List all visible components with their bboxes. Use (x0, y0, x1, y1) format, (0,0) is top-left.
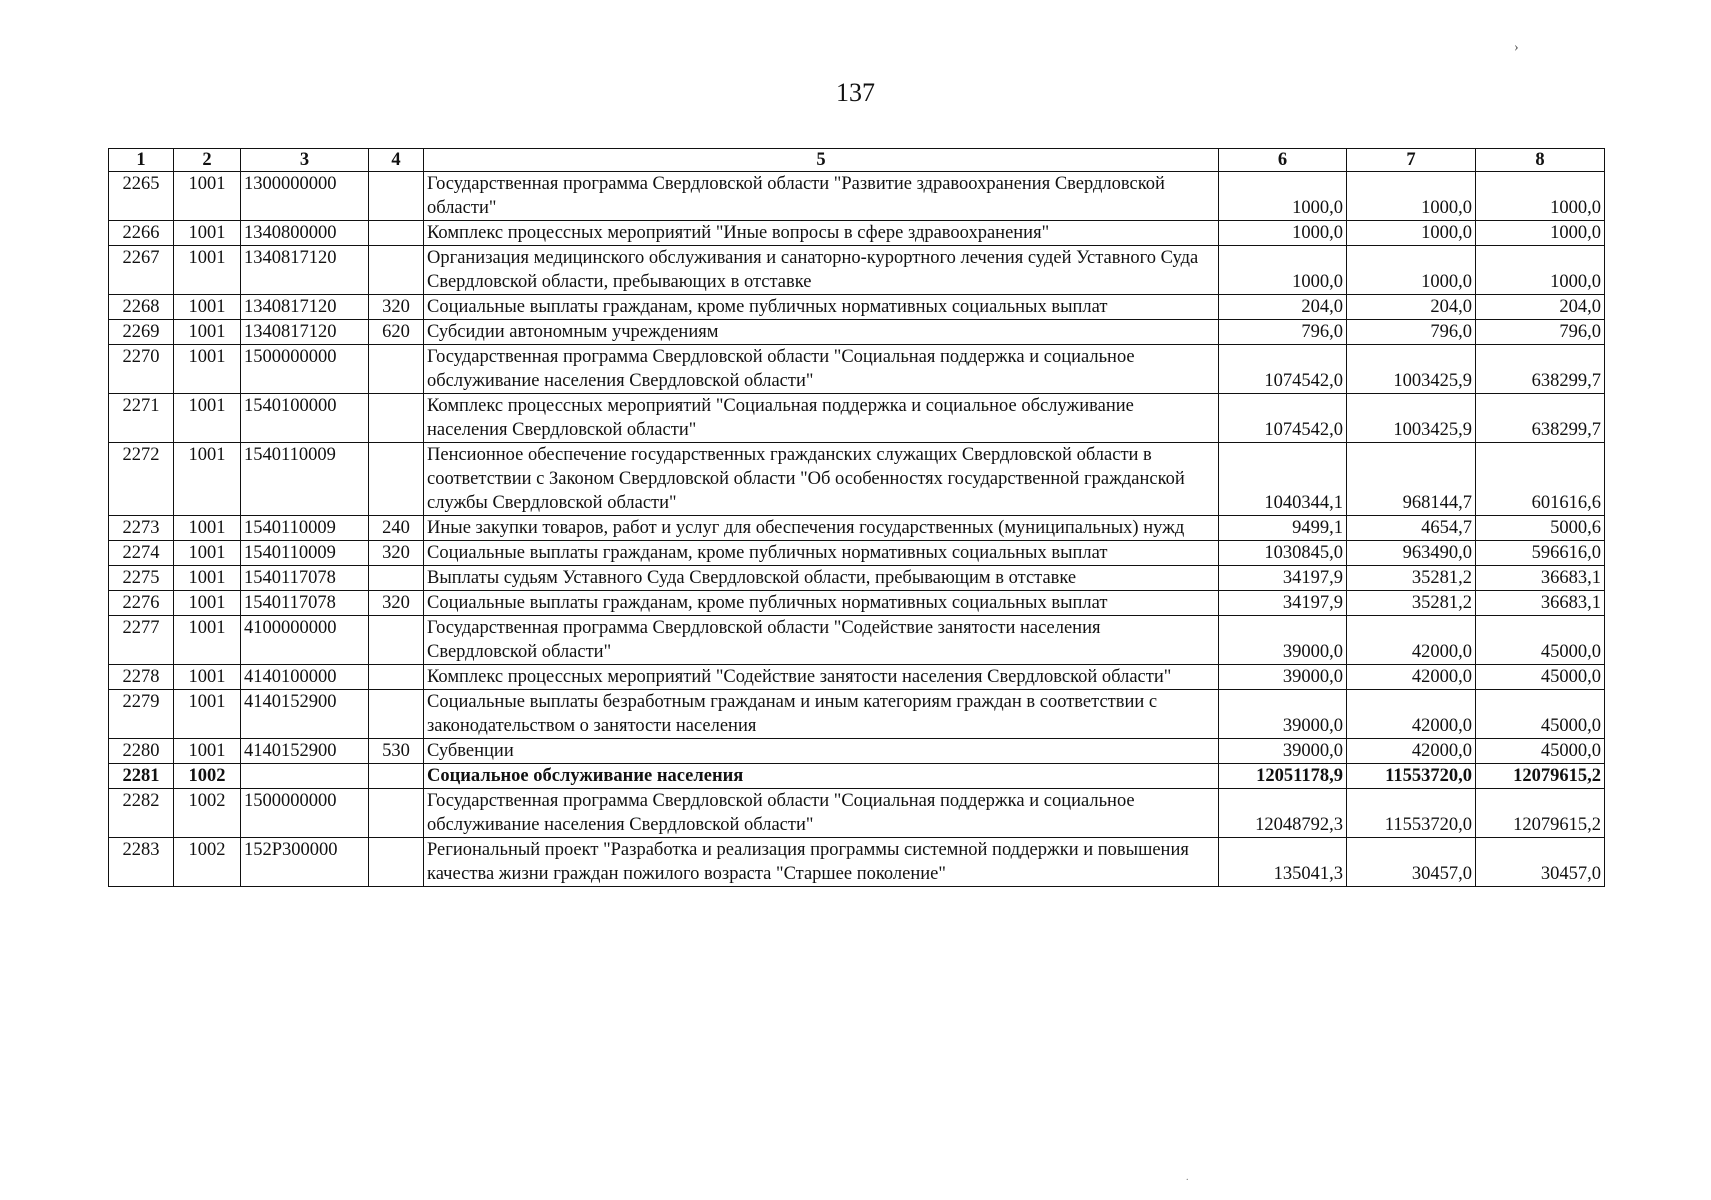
expense-type-cell (369, 566, 424, 591)
target-article-cell: 1540110009 (241, 443, 369, 516)
section-code-cell: 1001 (174, 541, 241, 566)
table-row (109, 541, 1605, 566)
amount-year-2-cell: 1000,0 (1347, 221, 1476, 246)
row-number-cell: 2282 (109, 789, 174, 838)
expense-type-cell (369, 172, 424, 221)
expense-type-cell (369, 665, 424, 690)
amount-year-3-cell: 601616,6 (1476, 443, 1605, 516)
amount-year-3-cell: 30457,0 (1476, 838, 1605, 887)
section-code-cell: 1002 (174, 789, 241, 838)
target-article-cell: 1540117078 (241, 591, 369, 616)
expense-type-cell (369, 443, 424, 516)
expense-type-cell (369, 690, 424, 739)
item-name-cell: Социальные выплаты безработным гражданам и иным категориям граждан в соответствии с законодательством о занятости населения (424, 690, 1219, 739)
expense-type-cell (369, 394, 424, 443)
table-row (109, 394, 1605, 443)
amount-year-2-cell: 11553720,0 (1347, 789, 1476, 838)
table-row (109, 739, 1605, 764)
row-number-cell: 2273 (109, 516, 174, 541)
row-number-cell: 2271 (109, 394, 174, 443)
table-row (109, 295, 1605, 320)
amount-year-1-cell: 34197,9 (1219, 591, 1347, 616)
section-code-cell: 1001 (174, 665, 241, 690)
expense-type-cell (369, 789, 424, 838)
header-col-8: 8 (1476, 149, 1605, 172)
target-article-cell: 1540100000 (241, 394, 369, 443)
table-row (109, 789, 1605, 838)
row-number-cell: 2276 (109, 591, 174, 616)
amount-year-3-cell: 45000,0 (1476, 739, 1605, 764)
amount-year-2-cell: 1003425,9 (1347, 394, 1476, 443)
amount-year-2-cell: 30457,0 (1347, 838, 1476, 887)
section-code-cell: 1001 (174, 591, 241, 616)
expense-type-cell (369, 345, 424, 394)
amount-year-3-cell: 1000,0 (1476, 172, 1605, 221)
amount-year-1-cell: 1030845,0 (1219, 541, 1347, 566)
table-row (109, 566, 1605, 591)
section-code-cell: 1001 (174, 246, 241, 295)
amount-year-1-cell: 204,0 (1219, 295, 1347, 320)
expense-type-cell: 530 (369, 739, 424, 764)
expense-type-cell (369, 221, 424, 246)
amount-year-3-cell: 1000,0 (1476, 221, 1605, 246)
amount-year-2-cell: 35281,2 (1347, 591, 1476, 616)
table-row (109, 246, 1605, 295)
amount-year-1-cell: 12051178,9 (1219, 764, 1347, 789)
amount-year-3-cell: 5000,6 (1476, 516, 1605, 541)
item-name-cell: Государственная программа Свердловской области "Развитие здравоохранения Свердловской области" (424, 172, 1219, 221)
item-name-cell: Пенсионное обеспечение государственных гражданских служащих Свердловской области в соответствии с Законом Свердловской области "Об особенностях государственной гражданской службы Свердловской области" (424, 443, 1219, 516)
amount-year-3-cell: 638299,7 (1476, 345, 1605, 394)
amount-year-2-cell: 1003425,9 (1347, 345, 1476, 394)
amount-year-1-cell: 1074542,0 (1219, 394, 1347, 443)
row-number-cell: 2267 (109, 246, 174, 295)
target-article-cell (241, 764, 369, 789)
item-name-cell: Комплекс процессных мероприятий "Социальная поддержка и социальное обслуживание населения Свердловской области" (424, 394, 1219, 443)
table-row (109, 616, 1605, 665)
amount-year-1-cell: 34197,9 (1219, 566, 1347, 591)
amount-year-2-cell: 35281,2 (1347, 566, 1476, 591)
amount-year-2-cell: 796,0 (1347, 320, 1476, 345)
amount-year-3-cell: 36683,1 (1476, 566, 1605, 591)
target-article-cell: 1500000000 (241, 345, 369, 394)
expense-type-cell (369, 764, 424, 789)
target-article-cell: 1340800000 (241, 221, 369, 246)
amount-year-2-cell: 42000,0 (1347, 616, 1476, 665)
amount-year-2-cell: 42000,0 (1347, 690, 1476, 739)
row-number-cell: 2265 (109, 172, 174, 221)
row-number-cell: 2283 (109, 838, 174, 887)
budget-table (108, 148, 1605, 887)
target-article-cell: 152P300000 (241, 838, 369, 887)
amount-year-2-cell: 11553720,0 (1347, 764, 1476, 789)
expense-type-cell: 320 (369, 541, 424, 566)
item-name-cell: Социальные выплаты гражданам, кроме публичных нормативных социальных выплат (424, 541, 1219, 566)
section-code-cell: 1001 (174, 566, 241, 591)
table-row (109, 516, 1605, 541)
amount-year-1-cell: 1000,0 (1219, 221, 1347, 246)
amount-year-3-cell: 45000,0 (1476, 616, 1605, 665)
amount-year-2-cell: 1000,0 (1347, 246, 1476, 295)
table-row (109, 221, 1605, 246)
target-article-cell: 4100000000 (241, 616, 369, 665)
amount-year-1-cell: 39000,0 (1219, 690, 1347, 739)
table-row (109, 764, 1605, 789)
expense-type-cell: 320 (369, 295, 424, 320)
header-col-7: 7 (1347, 149, 1476, 172)
table-row (109, 591, 1605, 616)
item-name-cell: Субсидии автономным учреждениям (424, 320, 1219, 345)
target-article-cell: 1540110009 (241, 516, 369, 541)
section-code-cell: 1001 (174, 295, 241, 320)
table-row (109, 443, 1605, 516)
amount-year-1-cell: 39000,0 (1219, 665, 1347, 690)
amount-year-3-cell: 596616,0 (1476, 541, 1605, 566)
amount-year-1-cell: 135041,3 (1219, 838, 1347, 887)
header-col-5: 5 (424, 149, 1219, 172)
section-code-cell: 1001 (174, 221, 241, 246)
amount-year-2-cell: 204,0 (1347, 295, 1476, 320)
table-row (109, 690, 1605, 739)
target-article-cell: 1340817120 (241, 295, 369, 320)
table-body (109, 172, 1605, 887)
item-name-cell: Социальные выплаты гражданам, кроме публичных нормативных социальных выплат (424, 591, 1219, 616)
item-name-cell: Социальное обслуживание населения (424, 764, 1219, 789)
amount-year-1-cell: 39000,0 (1219, 739, 1347, 764)
table-row (109, 172, 1605, 221)
header-col-1: 1 (109, 149, 174, 172)
row-number-cell: 2277 (109, 616, 174, 665)
amount-year-3-cell: 204,0 (1476, 295, 1605, 320)
item-name-cell: Организация медицинского обслуживания и санаторно-курортного лечения судей Уставного Суда Свердловской области, пребывающих в отставке (424, 246, 1219, 295)
expense-type-cell: 320 (369, 591, 424, 616)
section-code-cell: 1001 (174, 443, 241, 516)
amount-year-3-cell: 45000,0 (1476, 690, 1605, 739)
amount-year-1-cell: 1040344,1 (1219, 443, 1347, 516)
amount-year-3-cell: 796,0 (1476, 320, 1605, 345)
amount-year-2-cell: 4654,7 (1347, 516, 1476, 541)
item-name-cell: Иные закупки товаров, работ и услуг для обеспечения государственных (муниципальных) нужд (424, 516, 1219, 541)
header-col-6: 6 (1219, 149, 1347, 172)
header-row (109, 149, 1605, 172)
target-article-cell: 1500000000 (241, 789, 369, 838)
row-number-cell: 2281 (109, 764, 174, 789)
target-article-cell: 1340817120 (241, 246, 369, 295)
target-article-cell: 1540117078 (241, 566, 369, 591)
table-row (109, 320, 1605, 345)
item-name-cell: Государственная программа Свердловской области "Социальная поддержка и социальное обслуживание населения Свердловской области" (424, 789, 1219, 838)
amount-year-3-cell: 45000,0 (1476, 665, 1605, 690)
amount-year-2-cell: 42000,0 (1347, 665, 1476, 690)
header-col-2: 2 (174, 149, 241, 172)
amount-year-3-cell: 12079615,2 (1476, 764, 1605, 789)
amount-year-2-cell: 963490,0 (1347, 541, 1476, 566)
expense-type-cell: 240 (369, 516, 424, 541)
row-number-cell: 2280 (109, 739, 174, 764)
amount-year-1-cell: 1000,0 (1219, 246, 1347, 295)
amount-year-1-cell: 12048792,3 (1219, 789, 1347, 838)
target-article-cell: 1300000000 (241, 172, 369, 221)
section-code-cell: 1002 (174, 838, 241, 887)
expense-type-cell: 620 (369, 320, 424, 345)
header-col-4: 4 (369, 149, 424, 172)
amount-year-1-cell: 39000,0 (1219, 616, 1347, 665)
amount-year-2-cell: 968144,7 (1347, 443, 1476, 516)
amount-year-3-cell: 12079615,2 (1476, 789, 1605, 838)
section-code-cell: 1001 (174, 516, 241, 541)
amount-year-1-cell: 9499,1 (1219, 516, 1347, 541)
section-code-cell: 1001 (174, 345, 241, 394)
expense-type-cell (369, 616, 424, 665)
header-col-3: 3 (241, 149, 369, 172)
amount-year-3-cell: 36683,1 (1476, 591, 1605, 616)
stray-mark: . (1186, 1172, 1189, 1183)
item-name-cell: Государственная программа Свердловской области "Социальная поддержка и социальное обслуживание населения Свердловской области" (424, 345, 1219, 394)
amount-year-2-cell: 42000,0 (1347, 739, 1476, 764)
target-article-cell: 4140152900 (241, 739, 369, 764)
row-number-cell: 2269 (109, 320, 174, 345)
section-code-cell: 1001 (174, 739, 241, 764)
section-code-cell: 1001 (174, 394, 241, 443)
amount-year-1-cell: 1000,0 (1219, 172, 1347, 221)
amount-year-1-cell: 796,0 (1219, 320, 1347, 345)
item-name-cell: Социальные выплаты гражданам, кроме публичных нормативных социальных выплат (424, 295, 1219, 320)
table-row (109, 345, 1605, 394)
row-number-cell: 2266 (109, 221, 174, 246)
expense-type-cell (369, 246, 424, 295)
amount-year-2-cell: 1000,0 (1347, 172, 1476, 221)
row-number-cell: 2274 (109, 541, 174, 566)
target-article-cell: 1540110009 (241, 541, 369, 566)
amount-year-3-cell: 638299,7 (1476, 394, 1605, 443)
item-name-cell: Выплаты судьям Уставного Суда Свердловской области, пребывающим в отставке (424, 566, 1219, 591)
expense-type-cell (369, 838, 424, 887)
target-article-cell: 4140100000 (241, 665, 369, 690)
item-name-cell: Комплекс процессных мероприятий "Иные вопросы в сфере здравоохранения" (424, 221, 1219, 246)
row-number-cell: 2270 (109, 345, 174, 394)
item-name-cell: Государственная программа Свердловской области "Содействие занятости населения Свердловской области" (424, 616, 1219, 665)
section-code-cell: 1001 (174, 172, 241, 221)
page-number: 137 (836, 78, 875, 107)
row-number-cell: 2279 (109, 690, 174, 739)
target-article-cell: 1340817120 (241, 320, 369, 345)
item-name-cell: Субвенции (424, 739, 1219, 764)
item-name-cell: Комплекс процессных мероприятий "Содействие занятости населения Свердловской области" (424, 665, 1219, 690)
section-code-cell: 1001 (174, 320, 241, 345)
table-row (109, 838, 1605, 887)
row-number-cell: 2272 (109, 443, 174, 516)
amount-year-1-cell: 1074542,0 (1219, 345, 1347, 394)
target-article-cell: 4140152900 (241, 690, 369, 739)
item-name-cell: Региональный проект "Разработка и реализация программы системной поддержки и повышения качества жизни граждан пожилого возраста "Старшее поколение" (424, 838, 1219, 887)
corner-mark: › (1514, 40, 1519, 55)
section-code-cell: 1001 (174, 690, 241, 739)
section-code-cell: 1001 (174, 616, 241, 665)
row-number-cell: 2275 (109, 566, 174, 591)
row-number-cell: 2268 (109, 295, 174, 320)
section-code-cell: 1002 (174, 764, 241, 789)
table-row (109, 665, 1605, 690)
amount-year-3-cell: 1000,0 (1476, 246, 1605, 295)
row-number-cell: 2278 (109, 665, 174, 690)
